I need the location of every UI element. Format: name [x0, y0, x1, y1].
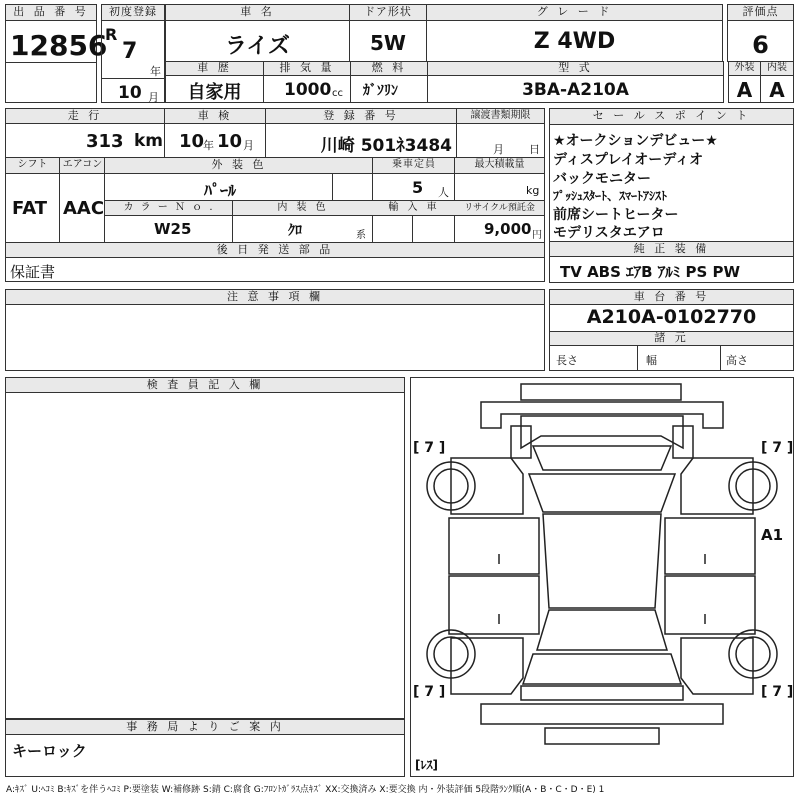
legend-text: A:ｷｽﾞ U:ﾍｺﾐ B:ｷｽﾞを伴うﾍｺﾐ P:要塗装 W:補修跡 S:錆 C:腐食 G:ﾌﾛﾝﾄｶﾞﾗｽ点ｷｽﾞ XX:交換済み X:要交換 内・外装評価 5段階ﾗﾝｸ順(A・B・C・D・E) 1 — [6, 785, 605, 795]
notes-cell: 注 意 事 項 欄 — [5, 289, 545, 371]
tire-front-right-score: [ 7 ] — [761, 440, 794, 456]
shift-value: FAT — [12, 198, 48, 219]
first-reg-year: 7 — [122, 39, 138, 64]
displacement-value: 1000 — [284, 80, 332, 100]
interior-grade: A — [769, 78, 785, 102]
int-color-value: ｸﾛ — [288, 223, 302, 239]
spare-tire-note: [ﾚｽ] — [415, 758, 438, 772]
lot-label: 出 品 番 号 — [6, 5, 96, 21]
lot-number: 12856 — [10, 29, 108, 62]
model-code-cell: 型 式 3BA-A210A — [427, 61, 724, 103]
later-parts-value: 保証書 — [10, 263, 56, 281]
later-parts-cell: 後 日 発 送 部 品 保証書 — [5, 242, 545, 282]
transfer-cell: 譲渡書類期限 月 日 — [456, 108, 545, 158]
sales-line: モデリスタエアロ — [553, 225, 665, 241]
chassis-value: A210A-0102770 — [586, 306, 757, 328]
interior-cell: 内装 A — [760, 61, 794, 103]
sales-line: ディスプレイオーディオ — [553, 152, 704, 168]
first-reg-month: 10 — [118, 83, 142, 103]
recycle-value: 9,000 — [484, 220, 532, 238]
car-name-cell: 車 名 ライズ — [165, 4, 350, 62]
score-cell: 評価点 6 — [727, 4, 794, 62]
equipment-value: TV ABS ｴｱB ｱﾙﾐ PS PW — [560, 263, 741, 281]
grade-cell: グ レ ー ド Z 4WD — [426, 4, 723, 62]
displacement-cell: 排 気 量 1000 cc — [263, 61, 351, 103]
aircon-value: AAC — [63, 198, 105, 219]
mileage-value: 313 — [86, 131, 124, 152]
inspector-cell: 検 査 員 記 入 欄 — [5, 377, 405, 719]
door-cell: ドア形状 5W — [349, 4, 427, 62]
score-value: 6 — [752, 31, 769, 59]
grade-value: Z 4WD — [533, 29, 616, 54]
car-outline-diagram — [411, 378, 793, 776]
ext-color-value: ﾊﾟｰﾙ — [203, 181, 236, 200]
history-cell: 車 歴 自家用 — [165, 61, 264, 103]
office-cell: 事 務 局 よ り ご 案 内 キーロック — [5, 719, 405, 777]
exterior-grade: A — [736, 78, 753, 102]
chassis-cell: 車 台 番 号 A210A-0102770 諸 元 長さ 幅 高さ — [549, 289, 794, 371]
era: R — [105, 25, 118, 44]
car-diagram — [410, 377, 794, 777]
tire-rear-right-score: [ 7 ] — [761, 684, 794, 700]
door-value: 5W — [370, 31, 406, 55]
equipment-cell: 純 正 装 備 TV ABS ｴｱB ｱﾙﾐ PS PW — [549, 241, 794, 283]
first-reg-cell: 初度登録 R 7 年 10 月 — [101, 4, 165, 103]
damage-mark-a1: A1 — [761, 526, 784, 544]
tire-front-left-score: [ 7 ] — [413, 440, 446, 456]
car-name: ライズ — [224, 34, 291, 59]
color-no-value: W25 — [154, 220, 192, 238]
exterior-cell: 外装 A — [728, 61, 761, 103]
sales-line: ﾌﾟｯｼｭｽﾀｰﾄ、ｽﾏｰﾄｱｼｽﾄ — [553, 189, 668, 203]
lot-cell — [5, 4, 108, 103]
sales-line: 前席シートヒーター — [553, 207, 679, 223]
spec-block: シフト エアコン FAT AAC 外 装 色 乗車定員 最大積載量 ﾊﾟｰﾙ 5 人 kg カ ラ ー Ｎ ｏ . 内 装 色 輸 入 車 リサイクル預託金 W25 ｸﾛ 系 9,000 円 — [5, 157, 545, 243]
model-code-value: 3BA-A210A — [522, 80, 629, 100]
sales-line: バックモニター — [553, 171, 651, 187]
sales-points-cell: セ ー ル ス ポ イ ン ト — [549, 108, 794, 242]
fuel-cell: 燃 料 ｶﾞｿﾘﾝ — [350, 61, 428, 103]
tire-rear-left-score: [ 7 ] — [413, 684, 446, 700]
reg-number-value: 川崎 501ﾈ3484 — [320, 136, 452, 156]
first-reg-label: 初度登録 — [102, 5, 164, 21]
mileage-cell: 走 行 313 km — [5, 108, 165, 158]
history-value: 自家用 — [187, 82, 242, 103]
fuel-value: ｶﾞｿﾘﾝ — [363, 83, 398, 99]
inspection-cell: 車 検 10 年 10 月 — [164, 108, 266, 158]
office-value: キーロック — [12, 742, 87, 760]
capacity-value: 5 — [412, 178, 424, 197]
sales-line: ★オークションデビュー★ — [553, 133, 718, 149]
reg-number-cell: 登 録 番 号 川崎 501ﾈ3484 — [265, 108, 457, 158]
